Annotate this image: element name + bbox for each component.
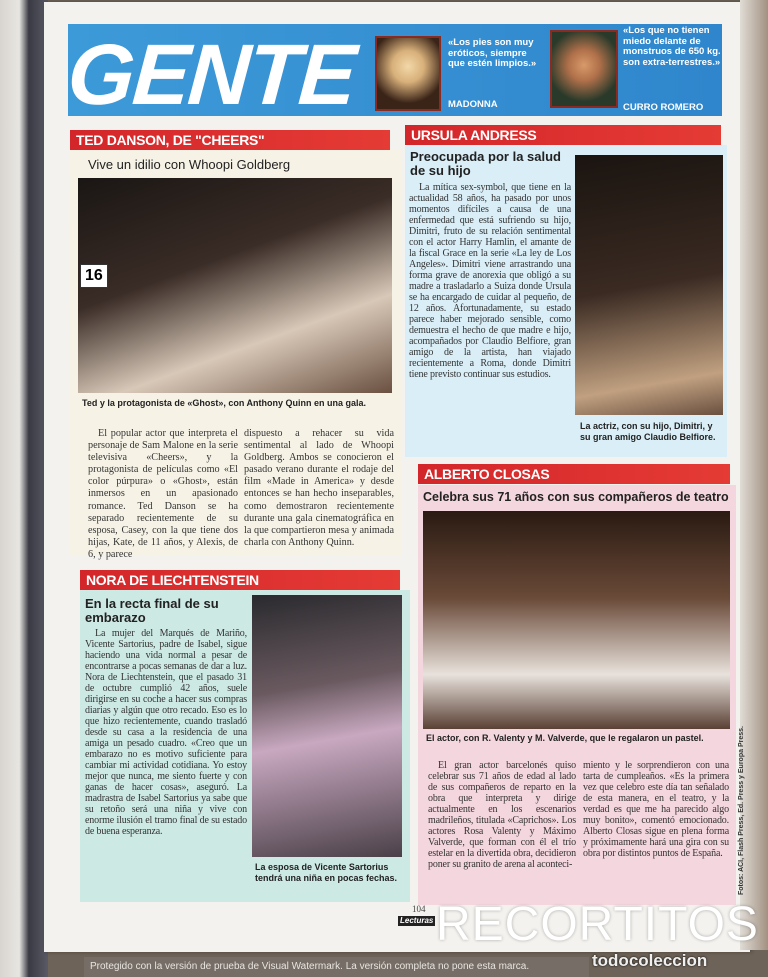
alberto-caption: El actor, con R. Valenty y M. Valverde, que le regalaron un pastel. xyxy=(426,733,704,743)
ursula-caption: La actriz, con su hijo, Dimitri, y su gran amigo Claudio Belfiore. xyxy=(580,421,716,442)
nora-caption: La esposa de Vicente Sartorius tendrá una niña en pocas fechas. xyxy=(255,862,398,883)
ursula-subtitle: Preocupada por la salud de su hijo xyxy=(410,149,561,178)
alberto-text-col2: miento y le sorprendieron con una tarta de cumpleaños. «Es la primera vez que celebro este día tan señalado de esta manera, en el teatro, y la verdad es que me ha parecido algo muy bonito», comentó emocionado. Alberto Closas sigue en plena forma y próximamente hará una gira con su obra por distintos puntos de España. xyxy=(583,760,729,859)
watermark-recortitos: RECORTITOS xyxy=(436,898,759,951)
ted-caption: Ted y la protagonista de «Ghost», con Anthony Quinn en una gala. xyxy=(82,398,367,408)
curro-romero-photo xyxy=(550,30,618,108)
photo-credits: Fotos: ACI, Flash Press, Ed. Press y Europa Press. xyxy=(738,726,745,895)
ted-subtitle: Vive un idilio con Whoopi Goldberg xyxy=(88,157,291,172)
ursula-heading: URSULA ANDRESS xyxy=(405,125,721,145)
page-number: 104 xyxy=(412,904,426,914)
watermark-notice: Protegido con la versión de prueba de Visual Watermark. La versión completa no pone esta marca. xyxy=(84,957,589,977)
ursula-photo xyxy=(575,155,723,415)
ted-text-col2: dispuesto a rehacer su vida sentimental al lado de Whoopi Goldberg. Ambos se conocieron el pasado verano durante el rodaje del film «Made in America» y desde entonces se han hecho inseparables, como demostraron recientemente durante una gala cinematográfica en la que compartieron mesa y animada charla con Anthony Quinn. xyxy=(244,428,394,548)
quote-curro: «Los que no tienen miedo delante de monstruos de 650 kg. son extra-terrestres.» xyxy=(623,25,721,68)
magazine-logo: Lecturas xyxy=(400,916,434,925)
magazine-binding xyxy=(0,0,48,977)
quote-author-madonna: MADONNA xyxy=(448,99,498,110)
section-title: GENTE xyxy=(64,27,358,123)
alberto-heading: ALBERTO CLOSAS xyxy=(418,464,730,484)
nora-subtitle: En la recta final de su embarazo xyxy=(85,596,219,625)
madonna-photo xyxy=(375,36,441,111)
nora-heading: NORA DE LIECHTENSTEIN xyxy=(80,570,400,590)
watermark-site: todocoleccion xyxy=(592,951,708,970)
nora-text: La mujer del Marqués de Mariño, Vicente Sartorius, padre de Isabel, sigue haciendo una vida normal a pesar de encontrarse a pocas semanas de dar a luz. Nora de Liechtenstein, que el pasado 31 de octubre cumplió 42 años, suele dirigirse en su coche a hacer sus compras diarias y algún que otro recado. Eso es lo que hizo recientemente, cuando trasladó desde su casa a la residencia de una amiga un pesado cuadro. «Creo que un embarazo no es motivo suficiente para cambiar mi actividad cotidiana. Yo estoy mejor que nunca, me siento fuerte y con ganas de hacer cosas», aseguró. La madrastra de Isabel Sartorius ya sabe que su retoño será una niña y vive con enorme ilusión el tramo final de su estado de buena esperanza. xyxy=(85,628,247,837)
quote-madonna: «Los pies son muy eróticos, siempre que estén limpios.» xyxy=(448,37,537,69)
ted-heading: TED DANSON, DE "CHEERS" xyxy=(70,130,390,150)
alberto-photo xyxy=(423,511,730,729)
table-number-sign: 16 xyxy=(80,264,108,288)
alberto-subtitle: Celebra sus 71 años con sus compañeros de teatro xyxy=(423,490,729,504)
ted-photo xyxy=(78,178,392,393)
nora-photo xyxy=(252,595,402,857)
quote-author-curro: CURRO ROMERO xyxy=(623,102,704,113)
ursula-text: La mítica sex-symbol, que tiene en la actualidad 58 años, ha pasado por unos momentos difíciles a causa de una enfermedad que está sufriendo su hijo, Dimitri, fruto de su relación sentimental con el actor Harry Hamlin, el amante de la fiscal Grace en la serie «La ley de Los Angeles». Dimitri viene arrastrando una forma grave de anorexia que obligó a su madre a trasladarlo a Suiza donde Ursula se ha encargado de cuidar al pequeño, de 12 años. Afortunadamente, su estado parece haber mejorado sensible, como demuestra el hecho de que madre e hijo, acompañados por Claudio Belfiore, gran amigo de la artista, han viajado recientemente a Roma, donde Dimitri tiene previsto continuar sus estudios. xyxy=(409,182,571,380)
alberto-text-col1: El gran actor barcelonés quiso celebrar sus 71 años de edad al lado de sus compañeros de reparto en la obra que interpreta y dirige actualmente en los escenarios madrileños, titulada «Caprichos». Los actores Rosa Valenty y Máximo Valverde, que forman con él el trío estelar en la divertida obra, decidieron poner su granito de arena al aconteci- xyxy=(428,760,576,870)
ted-text-col1: El popular actor que interpreta el personaje de Sam Malone en la serie televisiva «Cheers», y la protagonista de películas como «El color púrpura» o «Ghost», están inmersos en un apasionado romance. Ted Danson se ha separado recientemente de su esposa, Casey, con la que tiene dos hijas, Kate, de 11 años, y Alexis, de 6, y parece xyxy=(88,428,238,560)
